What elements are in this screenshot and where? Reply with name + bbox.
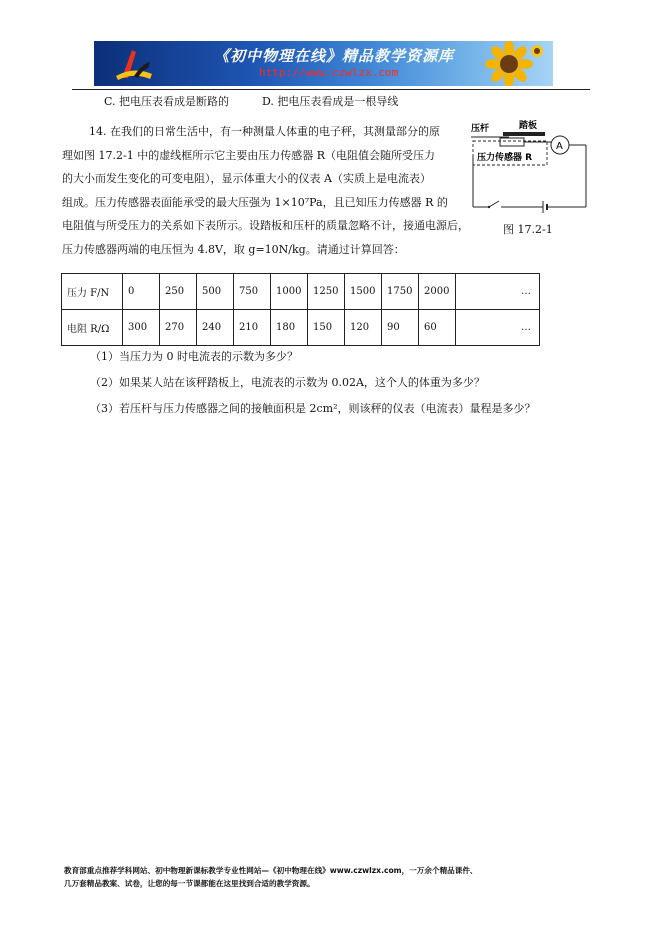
table-ellipsis: …: [456, 310, 540, 346]
problem-line: 理如图 17.2-1 中的虚线框所示它主要由压力传感器 R（电阻值会随所受压力: [62, 148, 435, 162]
question-1: （1）当压力为 0 时电流表的示数为多少？: [90, 350, 298, 363]
table-cell: 150: [308, 310, 345, 346]
ammeter-label: A: [556, 141, 563, 152]
table-cell: 90: [382, 310, 419, 346]
problem-line: 14. 在我们的日常生活中，有一种测量人体重的电子秤，其测量部分的原: [89, 125, 440, 138]
table-row: [62, 274, 540, 310]
sensor-label: 压力传感器 R: [477, 153, 533, 163]
table-cell: 240: [197, 310, 234, 346]
problem-line: 组成。压力传感器表面能承受的最大压强为 1×10⁷Pa，且已知压力传感器 R 的: [62, 195, 448, 209]
site-logo-icon: [114, 46, 154, 82]
header-rule: [72, 89, 590, 90]
table-cell: 1750: [382, 274, 419, 310]
table-cell: 0: [123, 274, 160, 310]
table-cell: 60: [419, 310, 456, 346]
choice-d: D. 把电压表看成是一根导线: [262, 95, 399, 108]
table-cell: 1500: [345, 274, 382, 310]
table-cell: 750: [234, 274, 271, 310]
table-cell: 2000: [419, 274, 456, 310]
table-cell: 500: [197, 274, 234, 310]
sensor-resistor: [500, 138, 524, 146]
question-2: （2）如果某人站在该秤踏板上，电流表的示数为 0.02A，这个人的体重为多少？: [90, 376, 485, 389]
figure-caption: 图 17.2-1: [503, 223, 553, 236]
problem-text: [62, 120, 469, 261]
sunflower-icon: [469, 41, 549, 86]
table-cell: 180: [271, 310, 308, 346]
table-cell: 250: [160, 274, 197, 310]
table-row: [62, 310, 540, 346]
table-cell: 210: [234, 310, 271, 346]
question-3: （3）若压杆与压力传感器之间的接触面积是 2cm²，则该秤的仪表（电流表）量程是多少？: [90, 402, 536, 415]
banner-title: 《初中物理在线》精品教学资源库: [214, 47, 455, 65]
pedal-label: 踏板: [519, 121, 538, 131]
problem-line: 电阻值与所受压力的关系如下表所示。设踏板和压杆的质量忽略不计，接通电源后，: [62, 219, 469, 232]
table-cell: 1000: [271, 274, 308, 310]
problem-line: 压力传感器两端的电压恒为 4.8V，取 g=10N/kg。请通过计算回答：: [62, 242, 405, 256]
table-ellipsis: …: [456, 274, 540, 310]
row-header: 压力 F/N: [62, 274, 123, 310]
table-cell: 1250: [308, 274, 345, 310]
lever-label: 压杆: [471, 124, 490, 134]
pedal-plate: [503, 132, 545, 136]
switch-contact: [488, 206, 490, 208]
table-cell: 300: [123, 310, 160, 346]
banner-url[interactable]: http://www.czwlzx.com: [259, 66, 399, 79]
choice-c: C. 把电压表看成是断路的: [104, 95, 230, 108]
header-banner: [94, 41, 553, 86]
footer-line: 教育部重点推荐学科网站、初中物理新课标教学专业性网站—《初中物理在线》www.czwlzx.com，一万余个精品课件、: [64, 866, 478, 875]
footer-line: 几万套精品教案、试卷，让您的每一节课都能在这里找到合适的教学资源。: [64, 879, 315, 888]
circuit-diagram: [469, 117, 591, 217]
page-footer: [64, 864, 604, 890]
problem-line: 的大小而发生变化的可变电阻），显示体重大小的仪表 A（实质上是电流表）: [62, 172, 431, 185]
table-cell: 270: [160, 310, 197, 346]
row-header: 电阻 R/Ω: [62, 310, 123, 346]
table-cell: 120: [345, 310, 382, 346]
switch-icon: [489, 201, 499, 207]
pressure-resistance-table: [61, 273, 540, 346]
